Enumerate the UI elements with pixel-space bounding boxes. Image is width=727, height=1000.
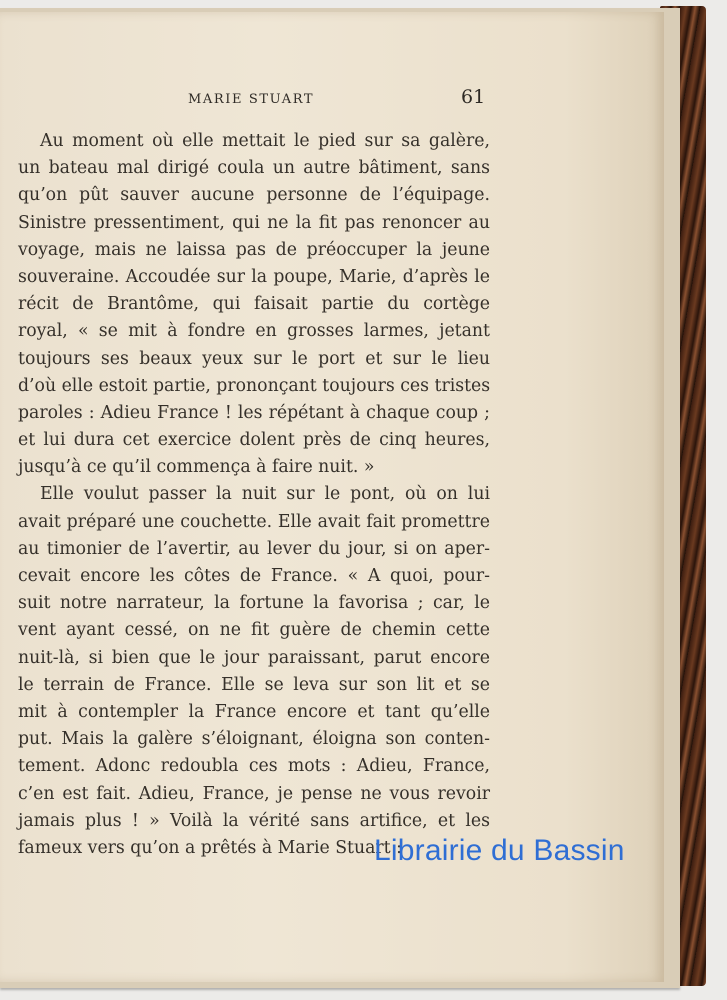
watermark: Librairie du Bassin xyxy=(374,834,625,867)
text-line: d’où elle estoit partie, prononçant toujours ces tristes xyxy=(18,375,491,396)
page-number: 61 xyxy=(461,86,486,108)
text-line: Au moment où elle mettait le pied sur sa galère, xyxy=(40,131,490,151)
text-line: mit à contempler la France encore et tant qu’elle xyxy=(18,701,490,722)
text-line: Elle voulut passer la nuit sur le pont, où on lui xyxy=(40,484,490,505)
running-title: MARIE STUART xyxy=(188,92,315,107)
text-line: avait préparé une couchette. Elle avait fait promettre xyxy=(18,511,490,532)
text-line: récit de Brantôme, qui faisait partie du cortège xyxy=(18,294,490,315)
text-line: Sinistre pressentiment, qui ne la fit pas renoncer au xyxy=(18,212,490,233)
text-line: put. Mais la galère s’éloignant, éloigna son conten- xyxy=(18,729,490,750)
text-line: cevait encore les côtes de France. « A quoi, pour- xyxy=(18,566,490,586)
text-line: jusqu’à ce qu’il commença à faire nuit. » xyxy=(18,457,375,478)
text-line: jamais plus ! » Voilà la vérité sans artifice, et les xyxy=(18,810,490,831)
text-line: paroles : Adieu France ! les répétant à chaque coup ; xyxy=(18,402,490,423)
text-line: le terrain de France. Elle se leva sur son lit et se xyxy=(18,674,490,695)
text-line: qu’on pût sauver aucune personne de l’équipage. xyxy=(18,185,490,206)
text-line: tement. Adonc redoubla ces mots : Adieu, France, xyxy=(18,756,490,777)
text-line: c’en est fait. Adieu, France, je pense ne vous revoir xyxy=(18,783,490,804)
text-line: au timonier de l’avertir, au lever du jour, si on aper- xyxy=(18,538,490,559)
text-line: suit notre narrateur, la fortune la favorisa ; car, le xyxy=(18,593,490,614)
text-line: souveraine. Accoudée sur la poupe, Marie, d’après le xyxy=(18,266,490,287)
text-line: fameux vers qu’on a prêtés à Marie Stuart : xyxy=(18,837,402,858)
text-line: vent ayant cessé, on ne fit guère de chemin cette xyxy=(18,620,490,641)
body-text xyxy=(18,128,490,862)
text-line: et lui dura cet exercice dolent près de cinq heures, xyxy=(18,430,490,451)
text-line: toujours ses beaux yeux sur le port et sur le lieu xyxy=(18,348,490,369)
text-line: nuit-là, si bien que le jour paraissant, parut encore xyxy=(18,647,490,668)
text-line: voyage, mais ne laissa pas de préoccuper la jeune xyxy=(18,239,490,260)
text-line: royal, « se mit à fondre en grosses larmes, jetant xyxy=(18,321,490,342)
text-line: un bateau mal dirigé coula un autre bâtiment, sans xyxy=(18,158,490,179)
